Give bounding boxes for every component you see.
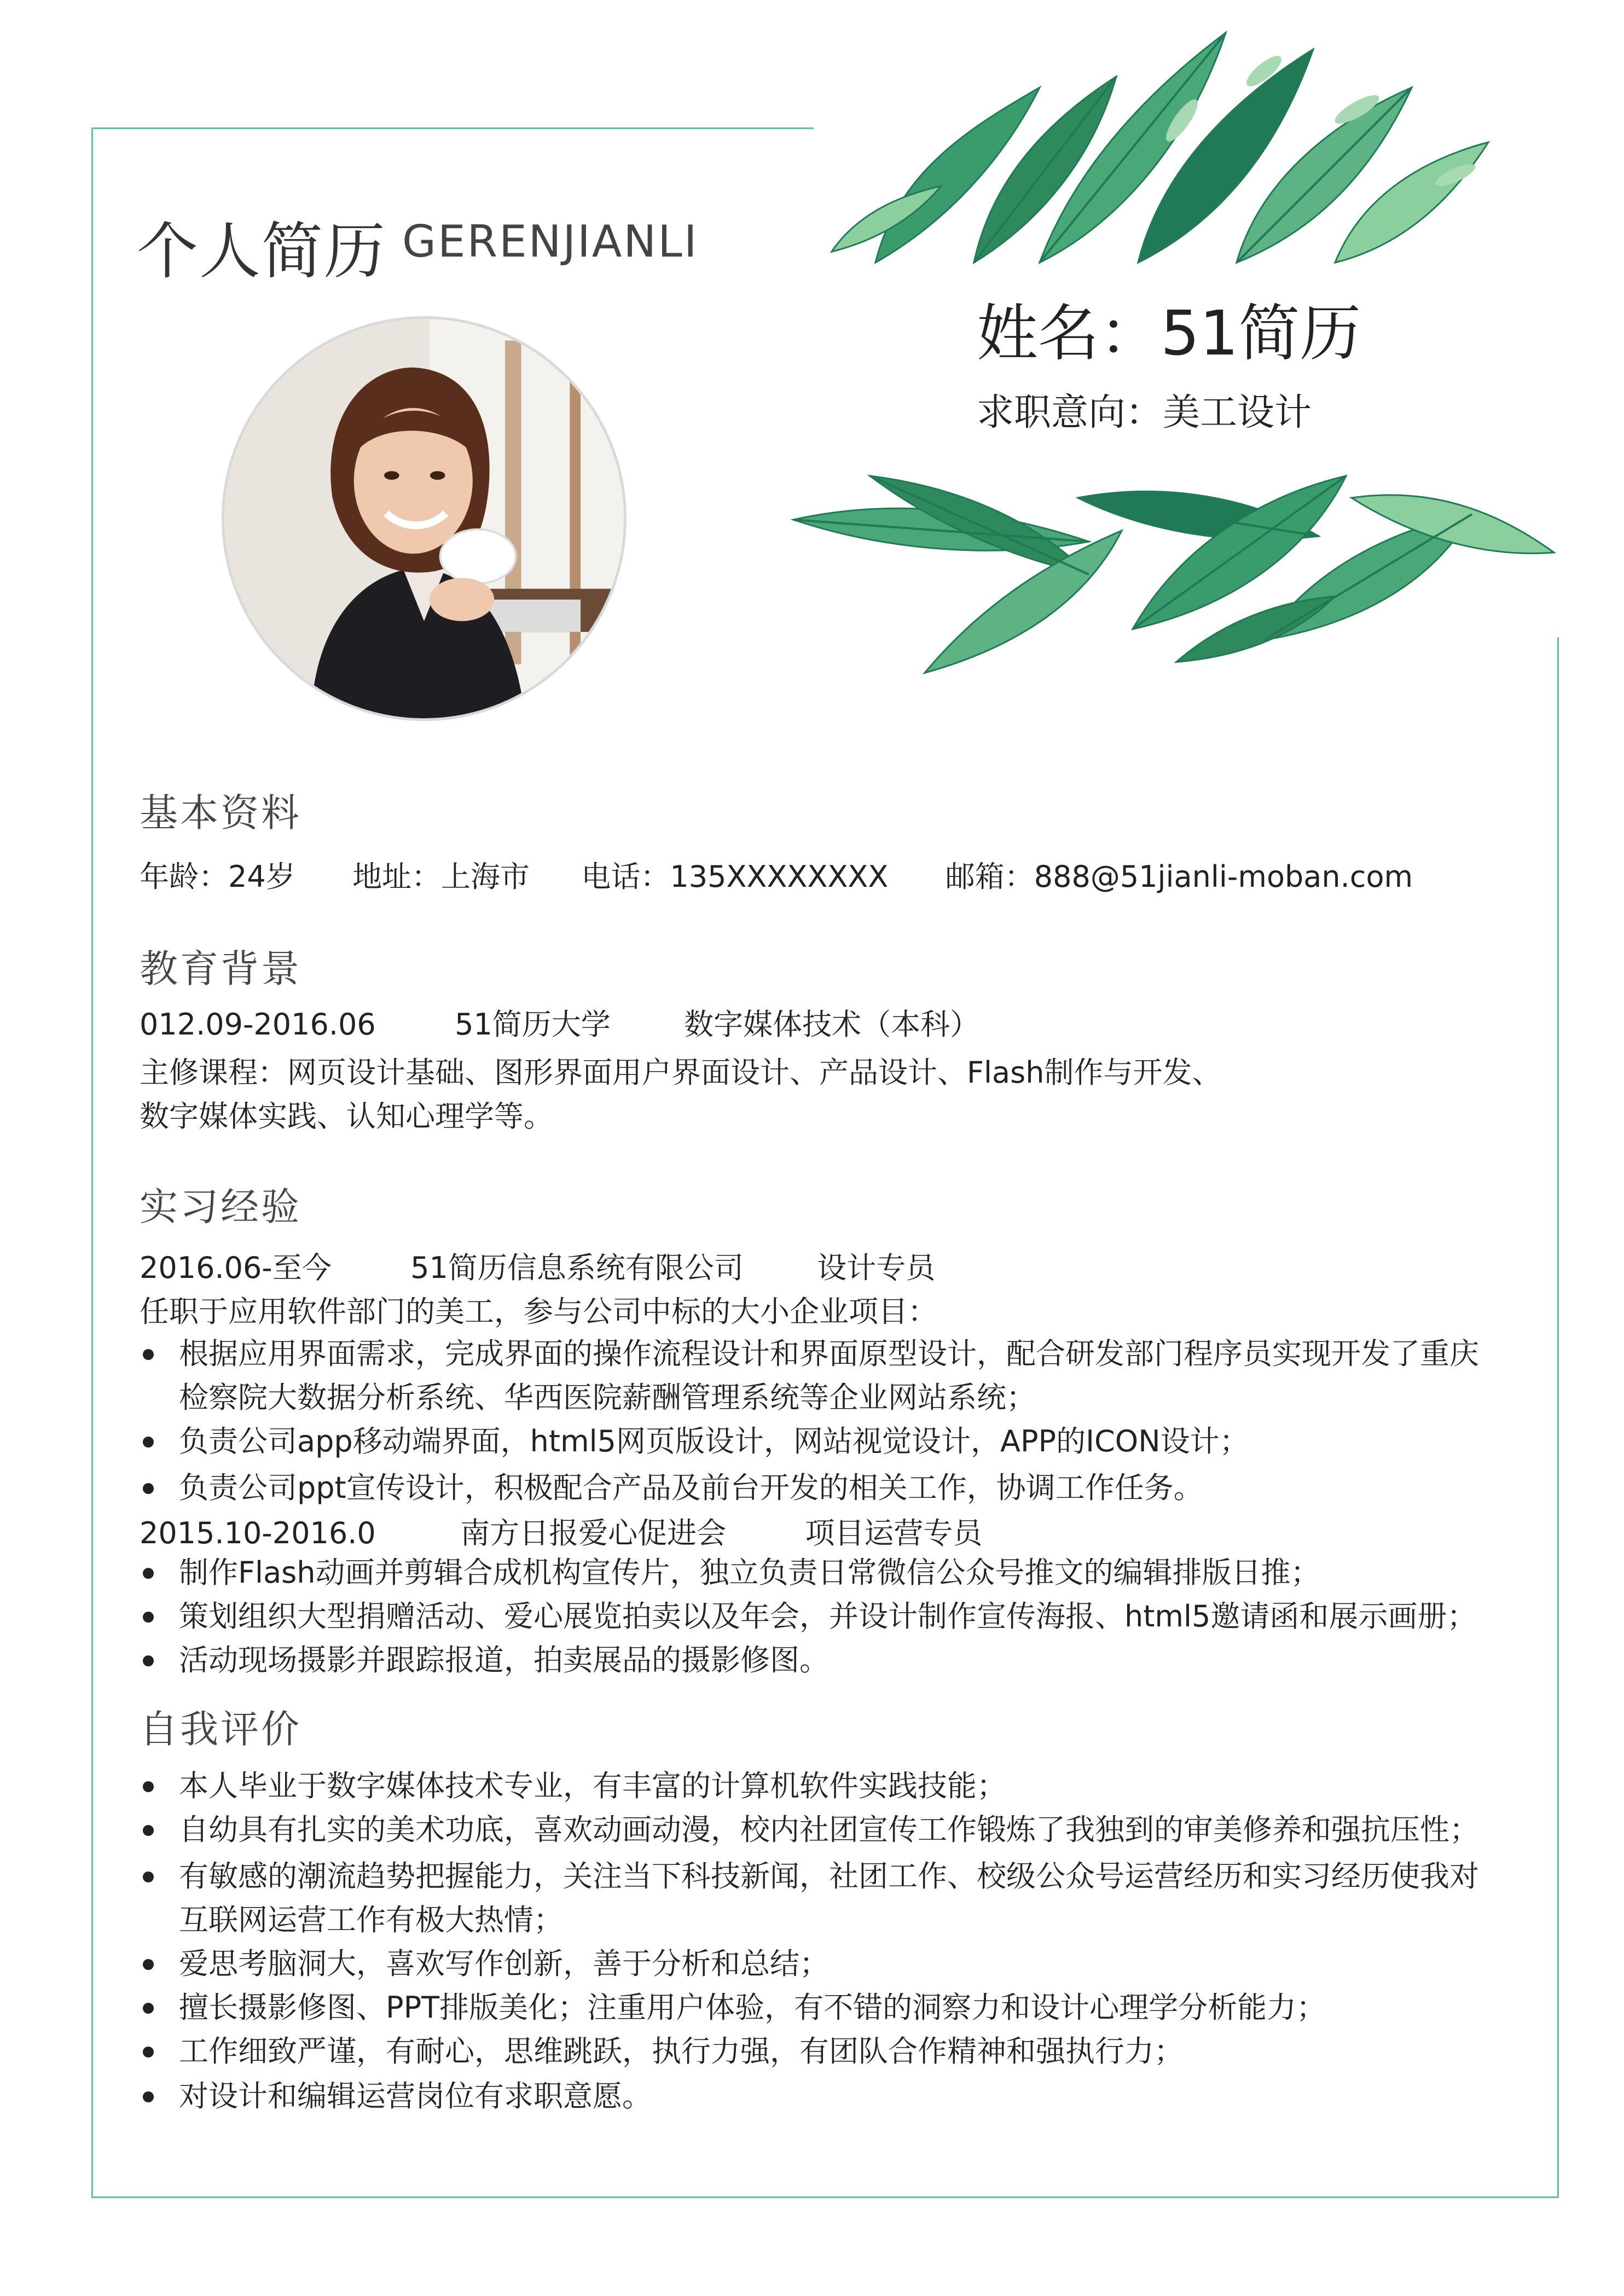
education-summary-line: [140, 1001, 979, 1043]
bullet-dot-icon: [143, 1349, 154, 1360]
resume-title-en: GERENJIANLI: [402, 216, 699, 267]
list-item: 本人毕业于数字媒体技术专业，有丰富的计算机软件实践技能；: [140, 1764, 1507, 1808]
leaf-decoration-bottom: [782, 465, 1559, 695]
bullet-dot-icon: [143, 1871, 154, 1882]
resume-title-cn: 个人简历: [137, 216, 386, 287]
education-major: 数字媒体技术（本科）: [684, 1007, 980, 1042]
list-item: 根据应用界面需求，完成界面的操作流程设计和界面原型设计，配合研发部门程序员实现开发了重庆检察院大数据分析系统、华西医院薪酬管理系统等企业网站系统；: [140, 1332, 1507, 1420]
list-item: 策划组织大型捐赠活动、爱心展览拍卖以及年会，并设计制作宣传海报、html5邀请函和展示画册；: [140, 1595, 1507, 1638]
job2-company: 南方日报爱心促进会: [460, 1516, 727, 1550]
section-heading-self-eval: 自我评价: [140, 1707, 301, 1752]
education-school: 51简历大学: [455, 1007, 611, 1042]
leaf-decoration-top: [810, 11, 1510, 268]
list-item: 负责公司app移动端界面，html5网页版设计，网站视觉设计，APP的ICON设计；: [140, 1420, 1507, 1463]
bullet-dot-icon: [143, 1781, 154, 1792]
frame-right-border: [1557, 637, 1559, 2198]
list-item: 工作细致严谨，有耐心，思维跳跃，执行力强，有团队合作精神和强执行力；: [140, 2030, 1507, 2073]
list-item: 有敏感的潮流趋势把握能力，关注当下科技新闻，社团工作、校级公众号运营经历和实习经历使我对互联网运营工作有极大热情；: [140, 1855, 1507, 1942]
list-item: 对设计和编辑运营岗位有求职意愿。: [140, 2074, 1507, 2118]
phone-text: 电话：135XXXXXXXX: [581, 859, 889, 894]
list-item: 爱思考脑洞大，喜欢写作创新，善于分析和总结；: [140, 1942, 1507, 1986]
list-item: 擅长摄影修图、PPT排版美化；注重用户体验，有不错的洞察力和设计心理学分析能力；: [140, 1986, 1507, 2030]
job-intent: 求职意向：美工设计: [977, 391, 1312, 434]
education-courses-line1: 主修课程：网页设计基础、图形界面用户界面设计、产品设计、Flash制作与开发、: [140, 1055, 1222, 1090]
frame-left-border: [91, 127, 93, 2198]
bullet-dot-icon: [143, 1568, 154, 1579]
bullet-dot-icon: [143, 2003, 154, 2014]
bullet-dot-icon: [143, 1959, 154, 1970]
section-heading-basic: 基本资料: [140, 790, 301, 835]
basic-info-line: [140, 853, 1413, 896]
job1-intro: 任职于应用软件部门的美工，参与公司中标的大小企业项目：: [140, 1294, 937, 1329]
job1-summary-line: [140, 1245, 935, 1287]
frame-bottom-border: [91, 2196, 1559, 2198]
list-item: 自幼具有扎实的美术功底，喜欢动画动漫，校内社团宣传工作锻炼了我独到的审美修养和强抗压性；: [140, 1808, 1507, 1852]
job1-company: 51简历信息系统有限公司: [410, 1251, 744, 1285]
bullet-dot-icon: [143, 2091, 154, 2102]
profile-photo: [222, 316, 627, 721]
portrait-image: [224, 319, 624, 718]
frame-top-border: [91, 127, 814, 129]
education-period: 012.09-2016.06: [140, 1007, 376, 1042]
address-text: 地址：上海市: [352, 859, 530, 894]
job2-summary-line: [140, 1510, 982, 1552]
job2-period: 2015.10-2016.0: [140, 1516, 376, 1550]
job2-title: 项目运营专员: [805, 1516, 983, 1550]
list-item: 负责公司ppt宣传设计，积极配合产品及前台开发的相关工作，协调工作任务。: [140, 1466, 1507, 1510]
candidate-name: 姓名：51简历: [977, 298, 1361, 369]
bullet-dot-icon: [143, 1612, 154, 1623]
bullet-dot-icon: [143, 1655, 154, 1666]
section-heading-education: 教育背景: [140, 946, 301, 991]
education-courses-line2: 数字媒体实践、认知心理学等。: [140, 1099, 553, 1134]
job1-period: 2016.06-至今: [140, 1251, 332, 1285]
list-item: 活动现场摄影并跟踪报道，拍卖展品的摄影修图。: [140, 1638, 1507, 1682]
age-text: 年龄：24岁: [140, 859, 295, 894]
bullet-dot-icon: [143, 1437, 154, 1448]
section-heading-internship: 实习经验: [140, 1184, 301, 1229]
bullet-dot-icon: [143, 1825, 154, 1836]
job1-title: 设计专员: [817, 1251, 936, 1285]
email-text: 邮箱：888@51jianli-moban.com: [945, 859, 1413, 894]
bullet-dot-icon: [143, 2047, 154, 2057]
bullet-dot-icon: [143, 1483, 154, 1494]
list-item: 制作Flash动画并剪辑合成机构宣传片，独立负责日常微信公众号推文的编辑排版日推；: [140, 1551, 1507, 1595]
